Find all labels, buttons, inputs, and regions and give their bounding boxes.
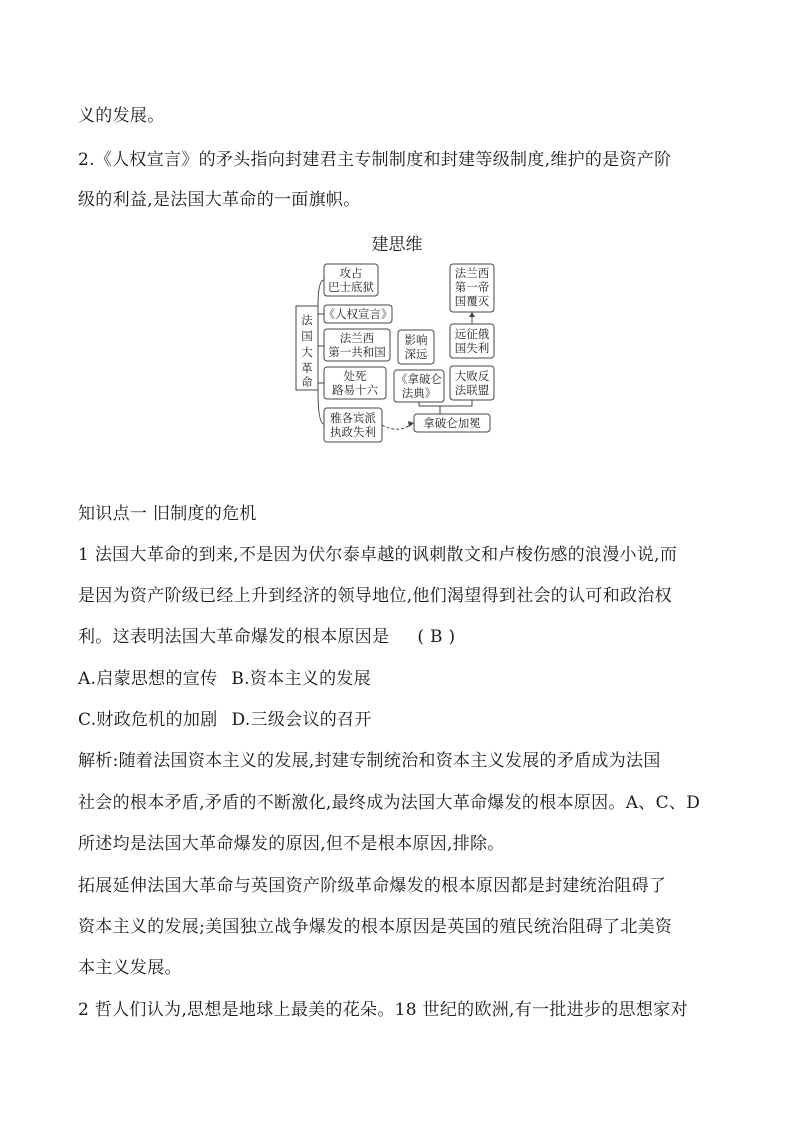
answer-bracket: ( B )	[417, 627, 456, 647]
analysis-line: 解析:随着法国资本主义的发展,封建专制统治和资本主义发展的矛盾成为法国	[78, 751, 661, 771]
text-line: 义的发展。	[78, 106, 165, 126]
svg-text:远征俄: 远征俄	[454, 327, 490, 341]
svg-text:深远: 深远	[404, 347, 428, 361]
question-2-line: 2 哲人们认为,思想是地球上最美的花朵。18 世纪的欧洲,有一批进步的思想家对	[78, 1000, 688, 1020]
svg-text:法兰西: 法兰西	[454, 266, 490, 280]
svg-text:《拿破仑: 《拿破仑	[396, 372, 442, 386]
svg-text:法典》: 法典》	[401, 386, 437, 400]
svg-text:法兰西: 法兰西	[339, 331, 375, 345]
extension-line: 本主义发展。	[78, 958, 182, 978]
arrow-head	[469, 312, 475, 317]
svg-text:执政失利: 执政失利	[330, 425, 376, 439]
svg-text:影响: 影响	[404, 333, 428, 347]
svg-text:拿破仑加冕: 拿破仑加冕	[423, 416, 481, 430]
svg-text:路易十六: 路易十六	[332, 383, 378, 397]
diagram-title: 建思维	[371, 235, 423, 255]
section-heading: 知识点一 旧制度的危机	[78, 504, 257, 524]
arrow-head	[408, 421, 414, 427]
svg-text:处死: 处死	[343, 369, 367, 383]
option-a: A.启蒙思想的宣传	[78, 669, 218, 689]
svg-text:攻占: 攻占	[339, 266, 363, 280]
connector	[318, 280, 324, 306]
extension-line: 资本主义的发展;美国独立战争爆发的根本原因是英国的殖民统治阻碍了北美资	[78, 917, 673, 937]
question-1-stem: 利。这表明法国大革命爆发的根本原因是	[78, 627, 390, 647]
options-row	[78, 708, 372, 732]
extension-line: 拓展延伸法国大革命与英国资产阶级革命爆发的根本原因都是封建统治阻碍了	[78, 876, 667, 896]
center-char: 革	[301, 361, 313, 375]
svg-text:雅各宾派: 雅各宾派	[330, 411, 376, 425]
option-b: B.资本主义的发展	[231, 669, 371, 689]
svg-text:国覆灭: 国覆灭	[454, 294, 490, 308]
svg-text:国失利: 国失利	[454, 341, 490, 355]
center-char: 国	[301, 329, 313, 343]
options-row	[78, 667, 371, 691]
analysis-line: 社会的根本矛盾,矛盾的不断激化,最终成为法国大革命爆发的根本原因。A、C、D	[78, 793, 701, 813]
text-line: 级的利益,是法国大革命的一面旗帜。	[78, 190, 361, 210]
connector	[440, 400, 472, 414]
svg-text:《人权宣言》: 《人权宣言》	[323, 307, 393, 321]
option-d: D.三级会议的召开	[231, 710, 372, 730]
svg-text:第一共和国: 第一共和国	[328, 345, 386, 359]
svg-text:大败反: 大败反	[454, 369, 490, 383]
center-char: 命	[301, 375, 313, 389]
svg-text:巴士底狱: 巴士底狱	[328, 280, 374, 294]
svg-text:第一帝: 第一帝	[454, 280, 490, 294]
dashed-arrow	[382, 424, 412, 429]
center-char: 法	[301, 313, 313, 327]
text-line: 2.《人权宣言》的矛头指向封建君主专制制度和封建等级制度,维护的是资产阶	[78, 150, 672, 170]
svg-text:法联盟: 法联盟	[454, 383, 490, 397]
question-1-line: 1 法国大革命的到来,不是因为伏尔泰卓越的讽刺散文和卢梭伤感的浪漫小说,而	[78, 545, 678, 565]
option-c: C.财政危机的加剧	[78, 710, 218, 730]
question-1-line: 是因为资产阶级已经上升到经济的领导地位,他们渴望得到社会的认可和政治权	[78, 586, 672, 606]
analysis-line: 所述均是法国大革命爆发的原因,但不是根本原因,排除。	[78, 834, 505, 854]
mind-map-diagram	[290, 258, 510, 450]
connector	[318, 390, 324, 424]
center-char: 大	[301, 345, 313, 359]
question-1-line	[78, 625, 455, 649]
